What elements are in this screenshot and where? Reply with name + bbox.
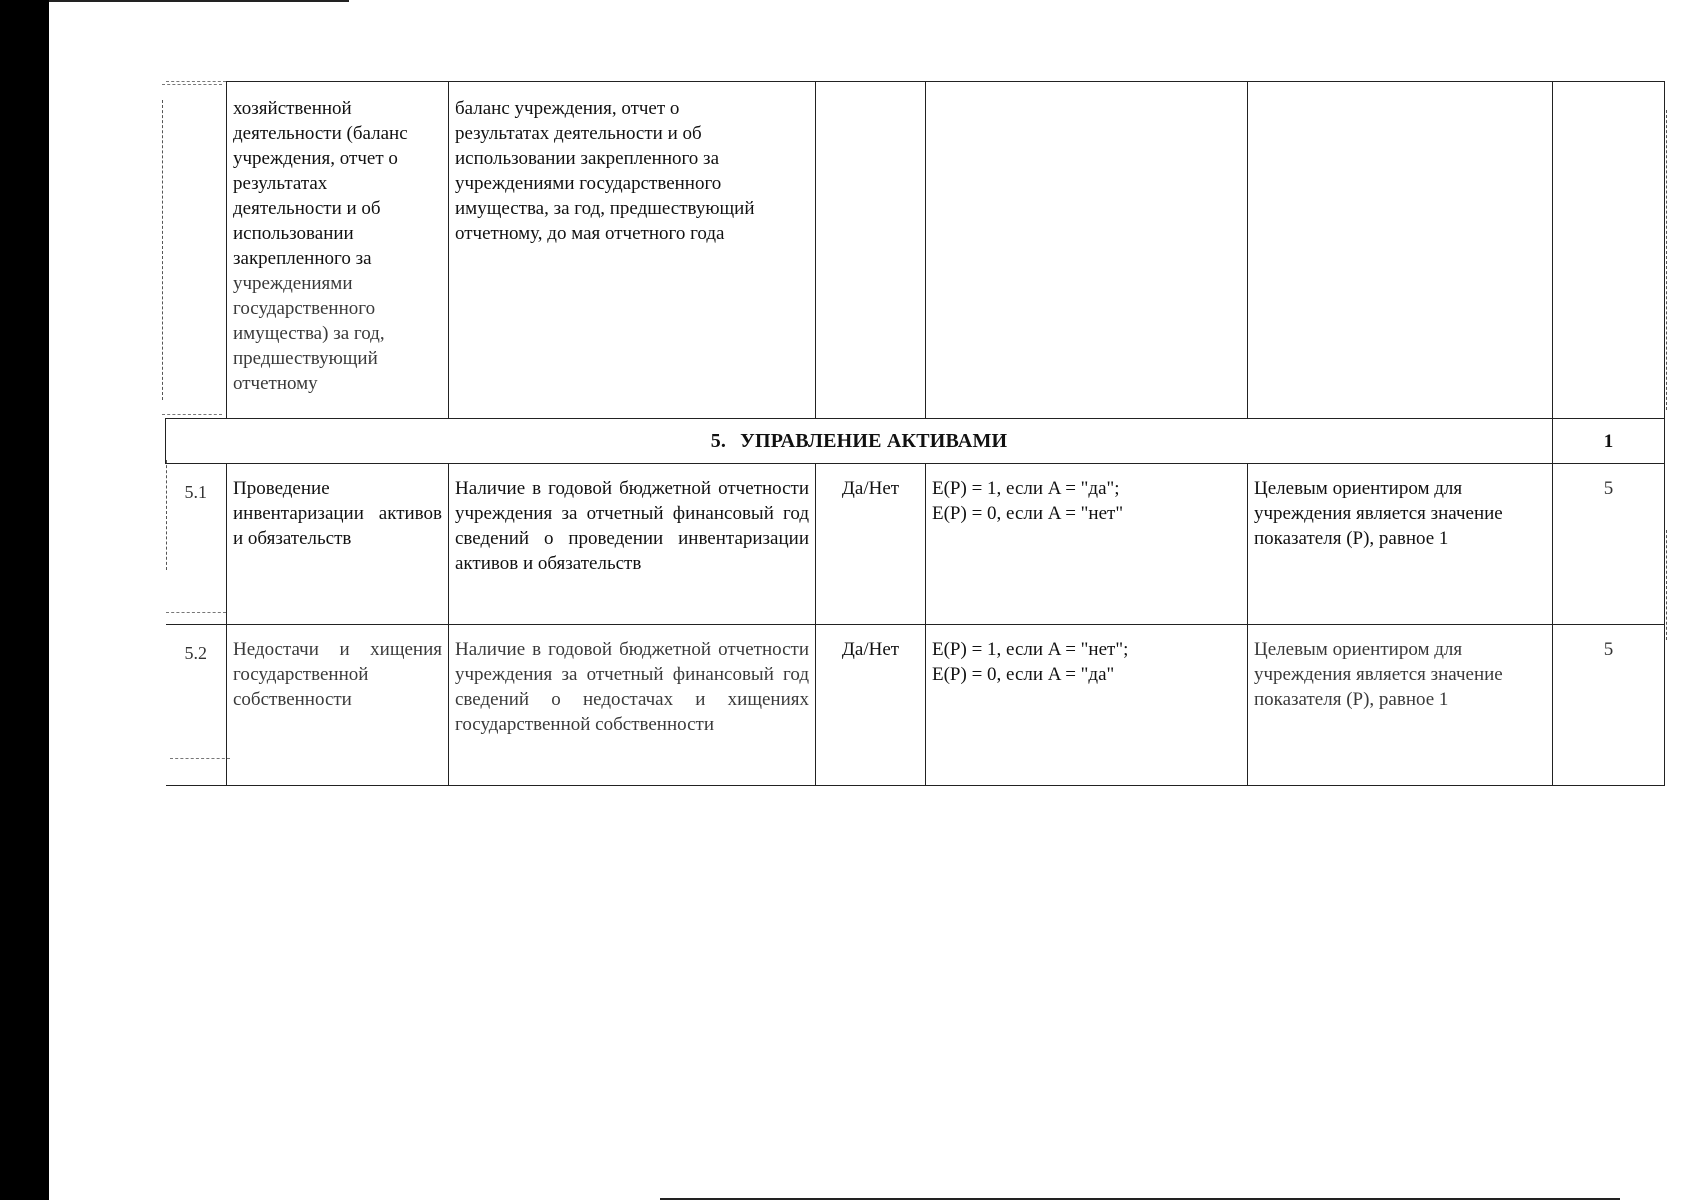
row-number: 5.1 — [166, 464, 227, 625]
continued-target-cell — [1248, 82, 1553, 419]
evaluation-formula — [926, 625, 1248, 786]
continued-description-line: имущества, за год, предшествующий — [455, 198, 755, 219]
section-number: 5. — [710, 429, 727, 452]
scan-top-mark — [49, 0, 349, 2]
formula-line: E(P) = 1, если A = "нет"; — [932, 639, 1129, 660]
target-value: Целевым ориентиром для учреждения является значение показателя (P), равное 1 — [1248, 625, 1553, 786]
target-value: Целевым ориентиром для учреждения является значение показателя (P), равное 1 — [1248, 464, 1553, 625]
continued-description-line: баланс учреждения, отчет о — [455, 98, 680, 119]
formula-line: E(P) = 0, если A = "да" — [932, 664, 1115, 685]
continued-score-cell — [1553, 82, 1665, 419]
continued-number-cell — [166, 82, 227, 419]
continued-name-line: использовании — [233, 223, 354, 244]
scan-dashed-mark — [1666, 530, 1667, 640]
continued-name-line: деятельности (баланс — [233, 123, 408, 144]
max-score: 5 — [1553, 464, 1665, 625]
continued-description-line: отчетному, до мая отчетного года — [455, 223, 725, 244]
formula-line: E(P) = 0, если A = "нет" — [932, 503, 1124, 524]
continued-name-line: хозяйственной — [233, 98, 352, 119]
continued-unit-cell — [816, 82, 926, 419]
scan-dashed-mark — [1666, 110, 1667, 410]
continued-formula-cell — [926, 82, 1248, 419]
table-row — [166, 464, 1665, 625]
unit-of-measure: Да/Нет — [816, 464, 926, 625]
continued-description-line: учреждениями государственного — [455, 173, 722, 194]
section-score: 1 — [1553, 419, 1665, 464]
continued-name-cell — [227, 82, 449, 419]
continued-name-line: деятельности и об — [233, 198, 381, 219]
row-number: 5.2 — [166, 625, 227, 786]
continued-name-line: учреждения, отчет о — [233, 148, 398, 169]
scan-dark-edge — [0, 0, 49, 1200]
continued-description-line: использовании закрепленного за — [455, 148, 719, 169]
continued-name-line: предшествующий — [233, 348, 378, 369]
section-header-row — [166, 419, 1665, 464]
table-row — [166, 625, 1665, 786]
continued-description-cell — [449, 82, 816, 419]
unit-of-measure: Да/Нет — [816, 625, 926, 786]
evaluation-formula — [926, 464, 1248, 625]
indicator-name: Недостачи и хищения государственной собственности — [227, 625, 449, 786]
table-row-continued — [166, 82, 1665, 419]
continued-name-line: отчетному — [233, 373, 318, 394]
continued-description-line: результатах деятельности и об — [455, 123, 702, 144]
indicators-table — [165, 81, 1665, 786]
indicator-name: Проведение инвентаризации активов и обязательств — [227, 464, 449, 625]
continued-name-line: результатах — [233, 173, 328, 194]
indicator-description: Наличие в годовой бюджетной отчетности учреждения за отчетный финансовый год сведений о недостачах и хищениях государственной собственности — [449, 625, 816, 786]
continued-name-line: имущества) за год, — [233, 323, 385, 344]
max-score: 5 — [1553, 625, 1665, 786]
indicator-description: Наличие в годовой бюджетной отчетности учреждения за отчетный финансовый год сведений о проведении инвентаризации активов и обязательств — [449, 464, 816, 625]
continued-name-line: учреждениями — [233, 273, 353, 294]
continued-name-line: государственного — [233, 298, 376, 319]
scan-dashed-mark — [162, 100, 163, 400]
formula-line: E(P) = 1, если A = "да"; — [932, 478, 1120, 499]
section-title-text: УПРАВЛЕНИЕ АКТИВАМИ — [740, 429, 1008, 452]
section-title — [166, 419, 1553, 464]
continued-name-line: закрепленного за — [233, 248, 372, 269]
